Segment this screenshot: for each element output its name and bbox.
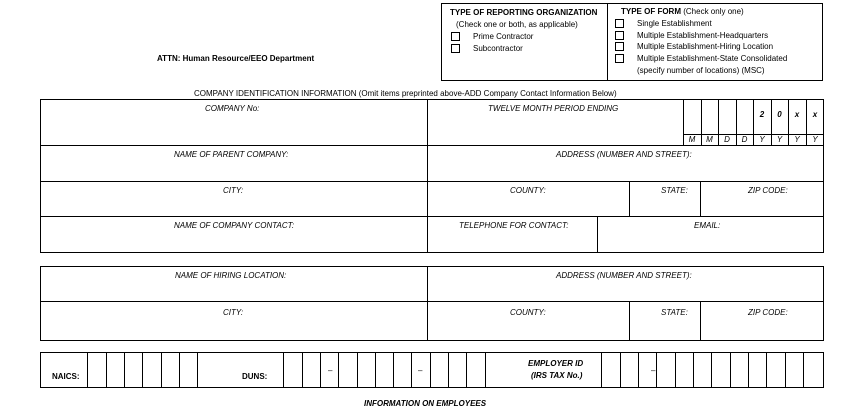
duns-cell-sep-2 (320, 352, 321, 388)
telephone-email-divider (597, 216, 598, 253)
naics-cell-sep-4 (161, 352, 162, 388)
company-no-label: COMPANY No: (205, 104, 260, 113)
hiring-location-option-label: Multiple Establishment-Hiring Location (637, 42, 774, 51)
company-info-heading: COMPANY IDENTIFICATION INFORMATION (Omit items preprinted above-ADD Company Contact Information Below) (194, 89, 617, 98)
ids-row (40, 352, 824, 388)
ein-cell-sep-11 (803, 352, 804, 388)
msc-note: (specify number of locations) (MSC) (637, 66, 765, 75)
hiring-location-checkbox[interactable] (615, 42, 624, 51)
year-digit-3: x (794, 110, 800, 119)
duns-cell-sep-4 (357, 352, 358, 388)
hiring-zip-divider (700, 301, 701, 341)
naics-cell-sep-0 (87, 352, 88, 388)
duns-label: DUNS: (242, 372, 268, 381)
year-digit-4: x (812, 110, 818, 119)
naics-cell-sep-3 (142, 352, 143, 388)
duns-cell-sep-5 (375, 352, 376, 388)
hiring-center-divider (427, 266, 428, 341)
attn-label: ATTN: Human Resource/EEO Department (157, 54, 315, 63)
duns-cell-sep-7 (411, 352, 412, 388)
company-state-label: STATE: (661, 186, 688, 195)
naics-cell-sep-6 (197, 352, 198, 388)
ein-cell-sep-0 (601, 352, 602, 388)
ein-cell-sep-6 (711, 352, 712, 388)
employer-id-line1: EMPLOYER ID (528, 359, 584, 368)
period-ending-label: TWELVE MONTH PERIOD ENDING (488, 104, 619, 113)
ein-cell-sep-5 (693, 352, 694, 388)
subcontractor-checkbox[interactable] (451, 44, 460, 53)
duns-cell-sep-9 (448, 352, 449, 388)
date-format-y1: Y (759, 135, 765, 144)
hiring-row-divider (40, 301, 824, 302)
naics-label: NAICS: (52, 372, 80, 381)
date-format-m1: M (688, 135, 696, 144)
hiring-location-block (40, 266, 824, 341)
naics-cell-sep-5 (179, 352, 180, 388)
ein-cell-sep-10 (785, 352, 786, 388)
year-digit-1: 2 (759, 110, 765, 119)
date-format-d1: D (724, 135, 730, 144)
date-format-y3: Y (794, 135, 800, 144)
naics-cell-sep-2 (124, 352, 125, 388)
prime-contractor-label: Prime Contractor (473, 32, 534, 41)
parent-company-label: NAME OF PARENT COMPANY: (174, 150, 289, 159)
prime-contractor-checkbox[interactable] (451, 32, 460, 41)
contact-telephone-label: TELEPHONE FOR CONTACT: (459, 221, 569, 230)
duns-cell-sep-3 (338, 352, 339, 388)
hiring-zip-label: ZIP CODE: (748, 308, 788, 317)
year-digit-2: 0 (777, 110, 782, 119)
state-consolidated-label: Multiple Establishment-State Consolidated (637, 54, 788, 63)
duns-cell-sep-8 (430, 352, 431, 388)
company-county-label: COUNTY: (510, 186, 546, 195)
headquarters-label: Multiple Establishment-Headquarters (637, 31, 769, 40)
reporting-org-title: TYPE OF REPORTING ORGANIZATION (450, 8, 598, 17)
ein-cell-sep-1 (620, 352, 621, 388)
duns-cell-sep-10 (466, 352, 467, 388)
single-establishment-checkbox[interactable] (615, 19, 624, 28)
date-format-y2: Y (776, 135, 783, 144)
company-state-divider (629, 181, 630, 216)
ein-cell-sep-3 (656, 352, 657, 388)
ein-cell-sep-2 (638, 352, 639, 388)
company-city-label: CITY: (223, 186, 244, 195)
organization-type-divider (607, 3, 608, 81)
employees-heading: INFORMATION ON EMPLOYEES (364, 399, 487, 408)
contact-email-label: EMAIL: (694, 221, 721, 230)
naics-cell-sep-1 (106, 352, 107, 388)
employer-id-dash: – (651, 366, 656, 375)
hiring-address-label: ADDRESS (NUMBER AND STREET): (556, 271, 692, 280)
state-consolidated-checkbox[interactable] (615, 54, 624, 63)
form-type-title: TYPE OF FORM (621, 7, 681, 16)
company-address-label: ADDRESS (NUMBER AND STREET): (556, 150, 692, 159)
hiring-state-label: STATE: (661, 308, 688, 317)
date-format-y4: Y (812, 135, 818, 144)
duns-cell-sep-6 (393, 352, 394, 388)
ein-cell-sep-9 (766, 352, 767, 388)
form-type-heading (621, 7, 744, 16)
reporting-org-instruction: (Check one or both, as applicable) (456, 20, 578, 29)
duns-cell-sep-1 (302, 352, 303, 388)
hiring-county-label: COUNTY: (510, 308, 546, 317)
headquarters-checkbox[interactable] (615, 31, 624, 40)
hiring-location-label: NAME OF HIRING LOCATION: (175, 271, 287, 280)
duns-cell-sep-0 (283, 352, 284, 388)
form-type-instruction: (Check only one) (683, 7, 744, 16)
duns-dash-2: – (418, 366, 423, 375)
single-establishment-label: Single Establishment (637, 19, 712, 28)
duns-dash-1: – (328, 366, 333, 375)
duns-cell-sep-11 (485, 352, 486, 388)
company-row-divider-1 (40, 145, 824, 146)
hiring-city-label: CITY: (223, 308, 244, 317)
company-row-divider-2 (40, 181, 824, 182)
contact-name-label: NAME OF COMPANY CONTACT: (174, 221, 295, 230)
company-center-divider (427, 99, 428, 253)
subcontractor-label: Subcontractor (473, 44, 523, 53)
employer-id-line2: (IRS TAX No.) (531, 371, 583, 380)
ein-cell-sep-4 (675, 352, 676, 388)
hiring-state-divider (629, 301, 630, 341)
company-zip-label: ZIP CODE: (748, 186, 788, 195)
company-row-divider-3 (40, 216, 824, 217)
ein-cell-sep-8 (748, 352, 749, 388)
date-format-d2: D (741, 135, 748, 144)
date-format-m2: M (706, 135, 713, 144)
ein-cell-sep-7 (730, 352, 731, 388)
company-zip-divider (700, 181, 701, 216)
